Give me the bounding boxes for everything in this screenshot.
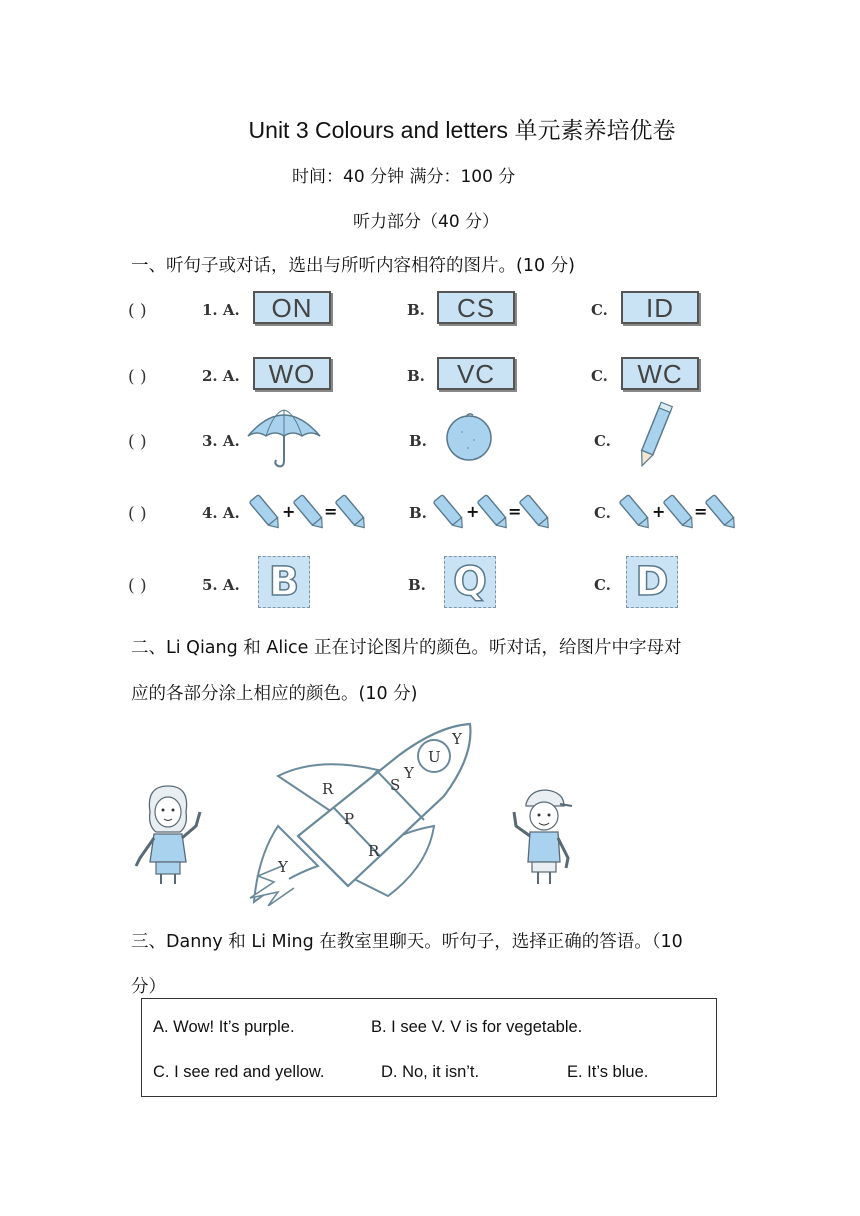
answer-option-e: E. It’s blue.: [567, 1063, 649, 1081]
answer-option-a: A. Wow! It’s purple.: [153, 1018, 295, 1036]
crayon-icon: [618, 492, 654, 534]
option-a-block-letter: B: [258, 556, 310, 608]
option-c-label: C.: [591, 367, 608, 385]
option-c-label: C.: [591, 301, 608, 319]
li-qiang-boy-illustration: [506, 786, 578, 886]
option-c-block-letter: D: [626, 556, 678, 608]
rocket-letter: Y: [452, 730, 462, 748]
answer-blank[interactable]: ( ): [128, 367, 147, 387]
option-b-label: B.: [407, 367, 425, 385]
crayon-icon: [432, 492, 468, 534]
option-a-letter-card: WO: [253, 357, 331, 390]
option-b-crayon-equation: [432, 492, 556, 536]
rocket-letter: S: [390, 776, 401, 794]
answer-option-d: D. No, it isn’t.: [381, 1063, 480, 1081]
answer-blank[interactable]: ( ): [128, 432, 147, 452]
answer-blank[interactable]: ( ): [128, 301, 147, 321]
rocket-letter: Y: [404, 764, 414, 782]
question-number: 3. A.: [202, 432, 240, 450]
equals-sign: =: [324, 502, 338, 521]
answer-options-box: [141, 998, 717, 1097]
option-b-letter-card: CS: [437, 291, 515, 324]
option-b-label: B.: [407, 301, 425, 319]
answer-option-c: C. I see red and yellow.: [153, 1063, 325, 1081]
option-c-label: C.: [594, 504, 611, 522]
option-b-label: B.: [408, 576, 426, 594]
section-label: 听力部分（40 分）: [353, 212, 500, 232]
alice-girl-illustration: [128, 782, 208, 886]
exam-time-info: 时间：40 分钟 满分：100 分: [292, 167, 516, 187]
option-c-letter-card: ID: [621, 291, 699, 324]
crayon-icon: [662, 492, 698, 534]
pencil-icon: [633, 400, 675, 472]
rocket-coloring-picture: [238, 716, 484, 906]
equals-sign: =: [508, 502, 522, 521]
orange-icon: [438, 410, 500, 462]
rocket-letter: U: [428, 748, 441, 766]
question-row-4: [128, 494, 748, 544]
question-number: 1. A.: [202, 301, 240, 319]
equals-sign: =: [694, 502, 708, 521]
question-number: 5. A.: [202, 576, 240, 594]
option-a-crayon-equation: [248, 492, 372, 536]
crayon-icon: [334, 492, 370, 534]
part2-instruction-line1: 二、Li Qiang 和 Alice 正在讨论图片的颜色。听对话，给图片中字母对: [131, 638, 682, 658]
rocket-letter: R: [368, 842, 380, 860]
page-title: Unit 3 Colours and letters 单元素养培优卷: [248, 117, 676, 143]
question-number: 2. A.: [202, 367, 240, 385]
rocket-letter: P: [344, 810, 355, 828]
umbrella-icon: [244, 406, 324, 472]
option-c-label: C.: [594, 432, 611, 450]
option-b-label: B.: [409, 432, 427, 450]
option-b-letter-card: VC: [437, 357, 515, 390]
question-row-3: [128, 422, 748, 482]
answer-blank[interactable]: ( ): [128, 504, 147, 524]
crayon-icon: [248, 492, 284, 534]
question-number: 4. A.: [202, 504, 240, 522]
part1-instruction: 一、听句子或对话，选出与所听内容相符的图片。(10 分): [131, 256, 575, 276]
option-b-block-letter: Q: [444, 556, 496, 608]
plus-sign: +: [282, 502, 296, 521]
option-c-crayon-equation: [618, 492, 742, 536]
question-row-5: [128, 559, 748, 616]
crayon-icon: [518, 492, 554, 534]
plus-sign: +: [466, 502, 480, 521]
part3-instruction-line2: 分）: [131, 977, 166, 997]
option-c-label: C.: [594, 576, 611, 594]
question-row-1: [128, 291, 748, 341]
answer-blank[interactable]: ( ): [128, 576, 147, 596]
answer-option-b: B. I see V. V is for vegetable.: [371, 1018, 583, 1036]
part3-instruction-line1: 三、Danny 和 Li Ming 在教室里聊天。听句子，选择正确的答语。（10: [131, 932, 683, 952]
crayon-icon: [292, 492, 328, 534]
option-a-letter-card: ON: [253, 291, 331, 324]
plus-sign: +: [652, 502, 666, 521]
rocket-letter: Y: [278, 858, 288, 876]
crayon-icon: [476, 492, 512, 534]
crayon-icon: [704, 492, 740, 534]
option-b-label: B.: [409, 504, 427, 522]
rocket-letter: R: [322, 780, 334, 798]
part2-instruction-line2: 应的各部分涂上相应的颜色。(10 分): [131, 684, 418, 704]
option-c-letter-card: WC: [621, 357, 699, 390]
